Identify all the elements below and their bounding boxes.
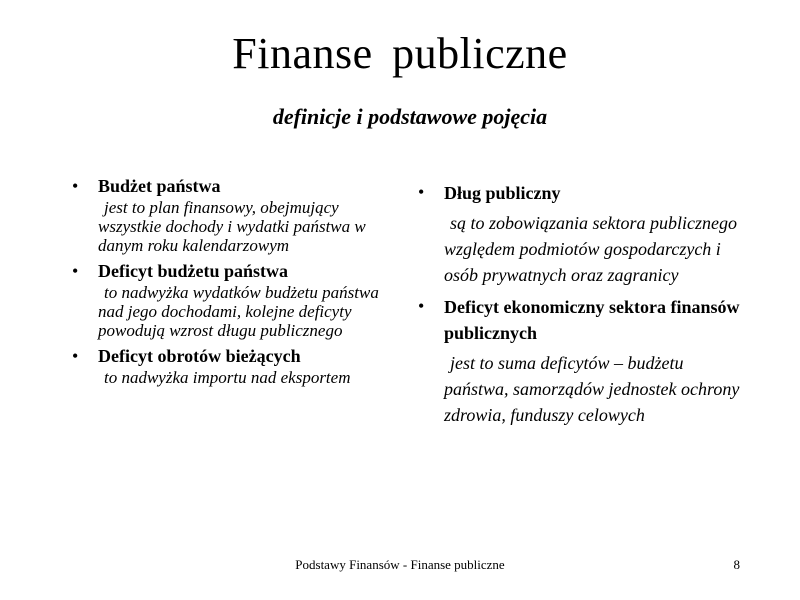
definition-budzet-panstwa: jest to plan finansowy, obejmujący wszystkie dochody i wydatki państwa w danym roku kalendarzowym: [98, 198, 366, 255]
term-budzet-panstwa: Budżet państwa: [98, 176, 221, 196]
list-item: [72, 259, 392, 340]
bullet-icon: •: [72, 176, 79, 196]
definition-deficyt-ekonomiczny: jest to suma deficytów – budżetu państwa, samorządów jednostek ochrony zdrowia, funduszy celowych: [444, 353, 740, 425]
slide-footer: Podstawy Finansów - Finanse publiczne: [295, 557, 505, 572]
slide-title: Finanse publiczne: [232, 29, 568, 78]
list-item: [72, 344, 392, 387]
term-deficyt-obrotow: Deficyt obrotów bieżących: [98, 346, 301, 366]
definition-deficyt-obrotow: to nadwyżka importu nad eksportem: [104, 368, 351, 387]
list-item: [418, 180, 748, 288]
right-column-list: [418, 180, 748, 434]
definition-deficyt-budzetu: to nadwyżka wydatków budżetu państwa nad jego dochodami, kolejne deficyty powodują wzrost długu publicznego: [98, 283, 379, 340]
list-item: [418, 294, 748, 428]
term-deficyt-ekonomiczny: Deficyt ekonomiczny sektora finansów publicznych: [444, 297, 740, 343]
left-column-list: [72, 174, 392, 391]
bullet-icon: •: [72, 346, 79, 366]
list-item: [72, 174, 392, 255]
bullet-icon: •: [418, 182, 425, 202]
term-deficyt-budzetu: Deficyt budżetu państwa: [98, 261, 289, 281]
term-dlug-publiczny: Dług publiczny: [444, 183, 561, 203]
definition-dlug-publiczny: są to zobowiązania sektora publicznego względem podmiotów gospodarczych i osób prywatnych oraz zagranicy: [444, 213, 737, 285]
bullet-icon: •: [418, 296, 425, 316]
bullet-icon: •: [72, 261, 79, 281]
slide-subtitle: definicje i podstawowe pojęcia: [272, 104, 548, 129]
page-number: 8: [733, 557, 740, 572]
